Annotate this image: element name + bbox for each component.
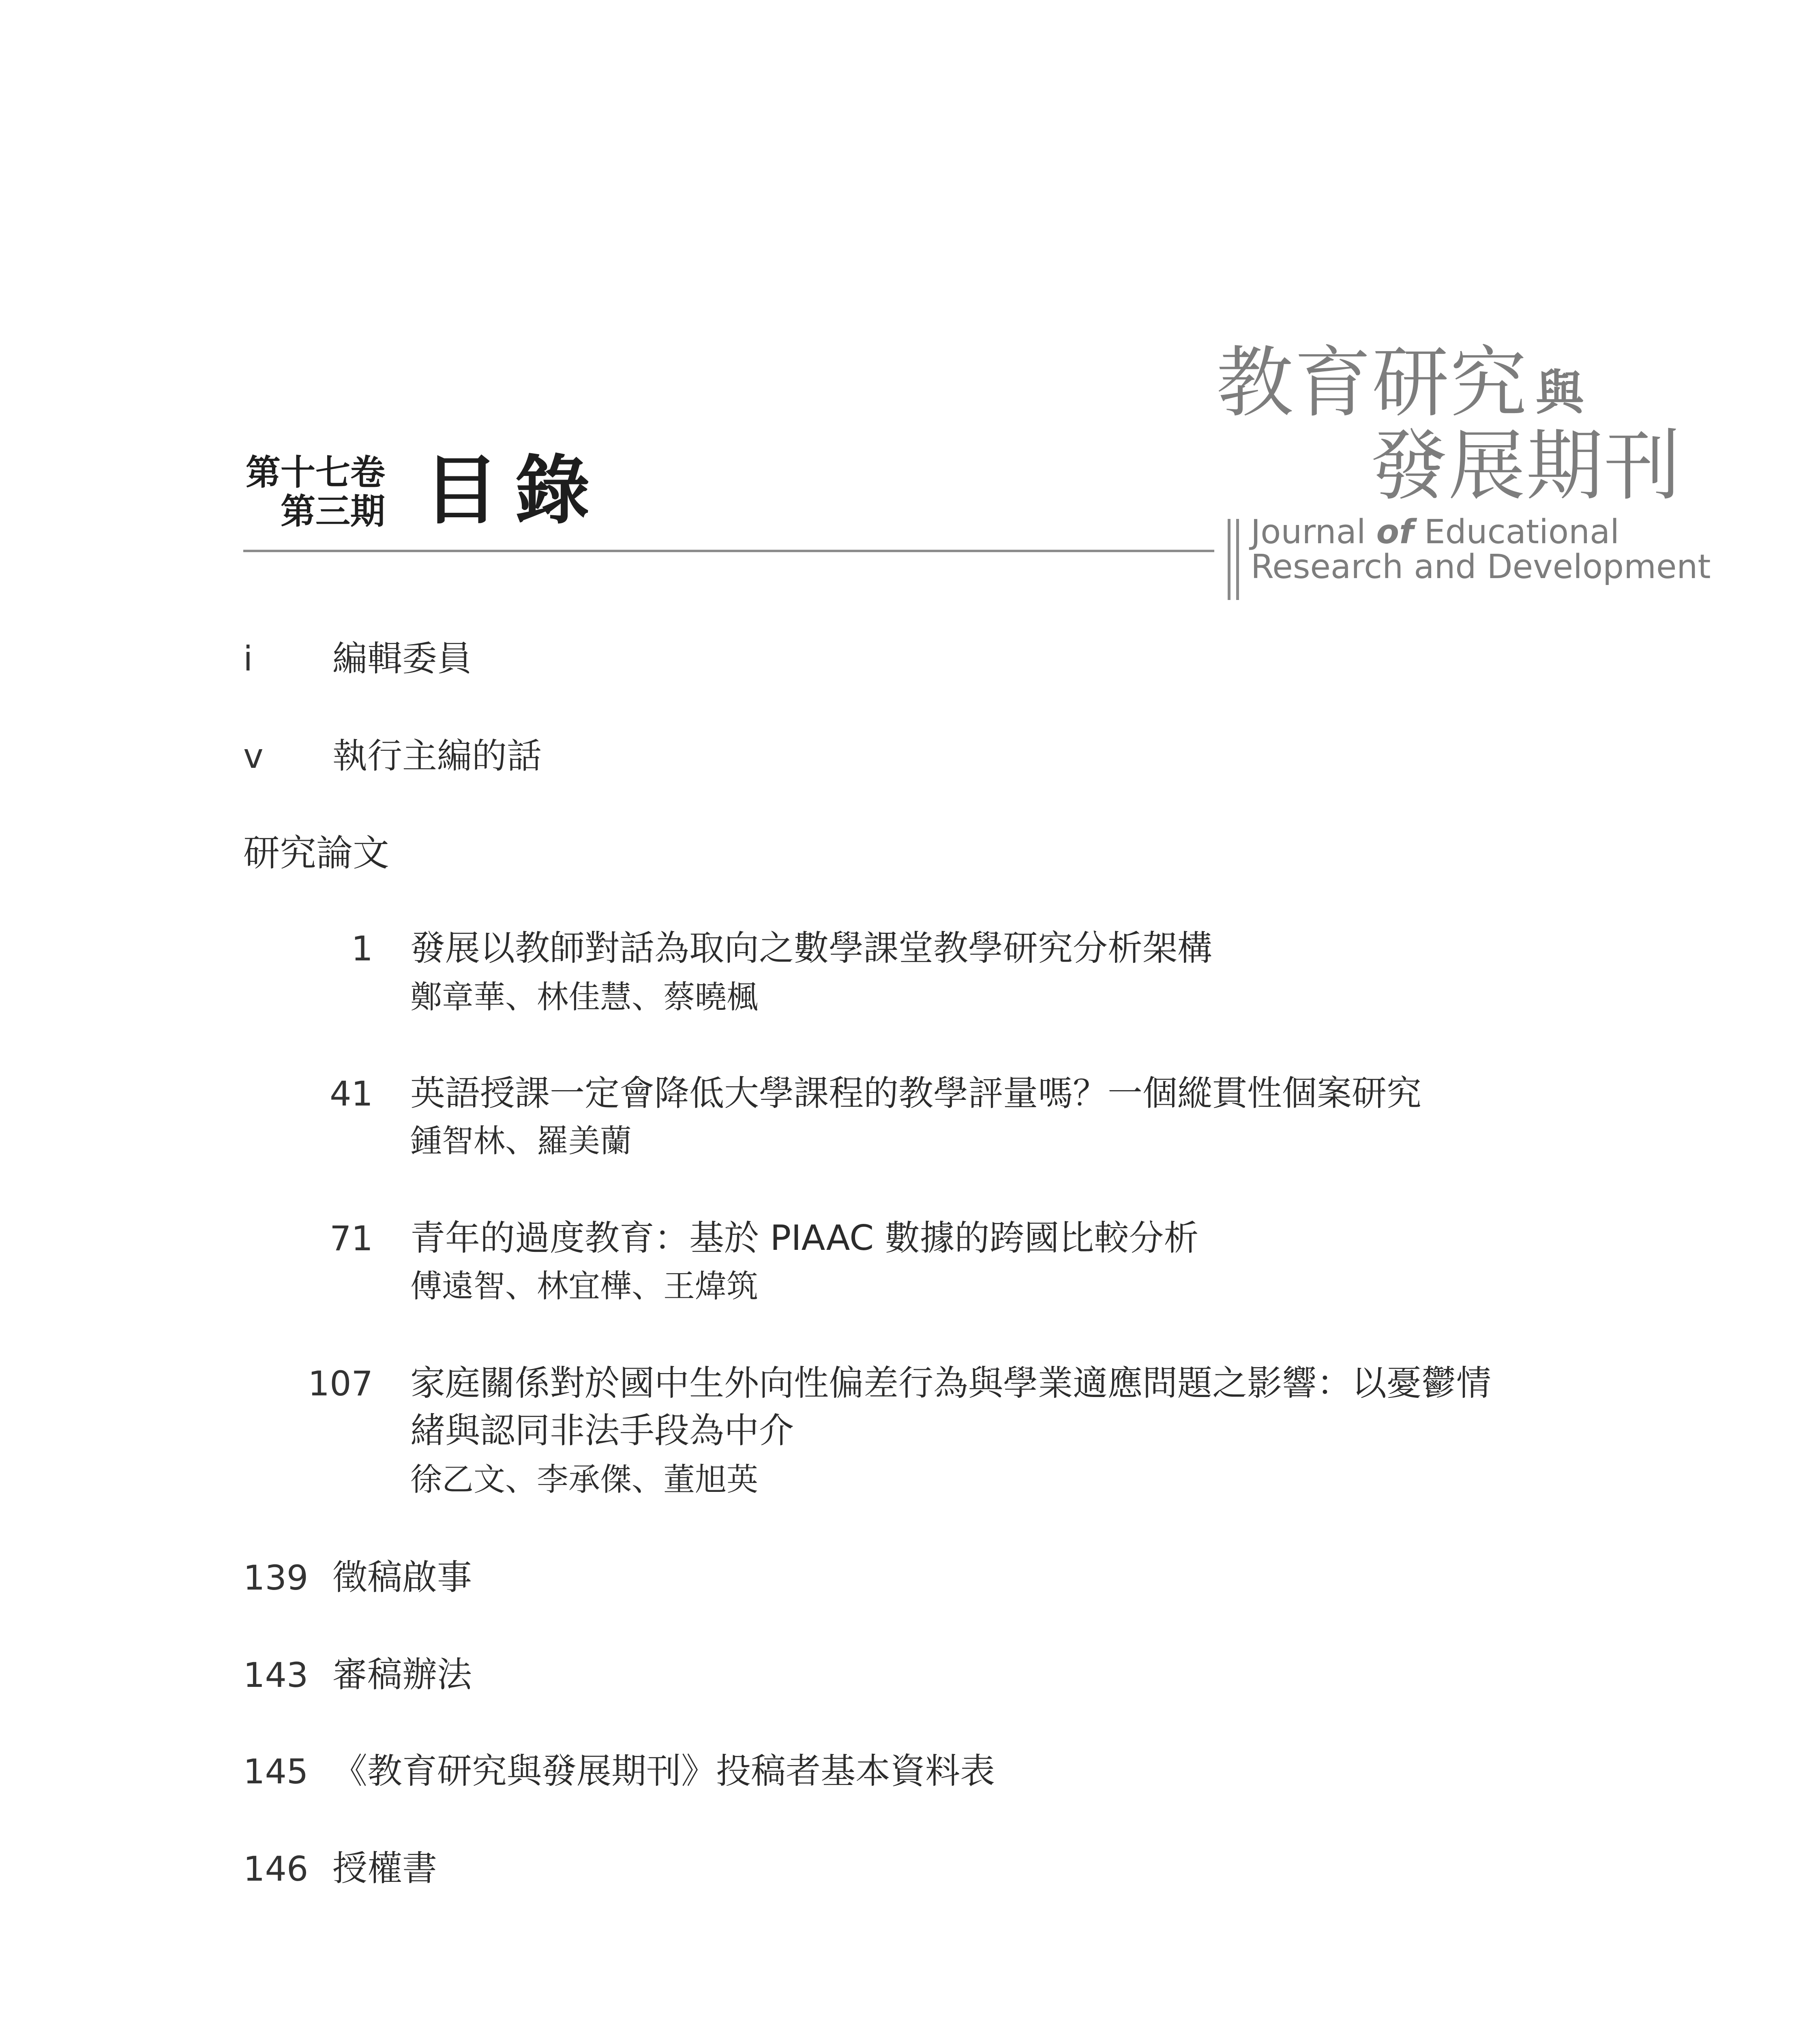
toc-page-number: 1 (351, 929, 373, 969)
toc-page-number: 107 (308, 1364, 373, 1403)
page-title: 目錄 (424, 447, 606, 534)
article-title[interactable]: 家庭關係對於國中生外向性偏差行為與學業適應問題之影響：以憂鬱情 (410, 1363, 1491, 1403)
toc-entry-author-form[interactable]: 《教育研究與發展期刊》投稿者基本資料表 (332, 1751, 995, 1791)
journal-english-line2: Research and Development (1251, 548, 1711, 586)
article-authors: 鄭章華、林佳慧、蔡曉楓 (410, 979, 759, 1016)
section-heading: 研究論文 (243, 832, 389, 874)
journal-logo-title (1216, 338, 1585, 428)
toc-entry-authorization[interactable]: 授權書 (332, 1848, 437, 1889)
issue-label: 第三期 (281, 491, 385, 532)
journal-english-line1: Journal of Educational (1251, 513, 1620, 551)
toc-entry-review-rules[interactable]: 審稿辦法 (332, 1654, 472, 1695)
toc-page-number: 145 (243, 1752, 309, 1791)
journal-title-yu: 與 (1536, 365, 1585, 421)
toc-page-number: i (243, 639, 253, 679)
header-divider (243, 550, 1214, 552)
article-title[interactable]: 發展以教師對話為取向之數學課堂教學研究分析架構 (410, 928, 1212, 969)
toc-page-number: 146 (243, 1849, 309, 1889)
article-title-cont[interactable]: 緒與認同非法手段為中介 (410, 1410, 794, 1451)
toc-entry-call-for-papers[interactable]: 徵稿啟事 (332, 1557, 472, 1598)
article-authors: 徐乙文、李承傑、董旭英 (410, 1461, 759, 1498)
journal-title-line1: 教育研究 (1216, 338, 1528, 428)
toc-page-number: 41 (330, 1074, 373, 1114)
article-authors: 傅遠智、林宜樺、王煒筑 (410, 1268, 759, 1305)
toc-page-number: 143 (243, 1655, 309, 1695)
article-authors: 鍾智林、羅美蘭 (410, 1123, 632, 1159)
toc-page-number: 139 (243, 1558, 309, 1598)
toc-page-number: 71 (330, 1219, 373, 1258)
toc-entry-editorial-board[interactable]: 編輯委員 (332, 639, 472, 679)
article-title[interactable]: 青年的過度教育：基於 PIAAC 數據的跨國比較分析 (410, 1218, 1199, 1258)
volume-label: 第十七卷 (246, 452, 385, 493)
journal-title-line2: 發展期刊 (1370, 421, 1682, 511)
article-title[interactable]: 英語授課一定會降低大學課程的教學評量嗎？一個縱貫性個案研究 (410, 1073, 1421, 1114)
toc-entry-editor-note[interactable]: 執行主編的話 (332, 736, 542, 776)
logo-bars-icon (1228, 519, 1239, 600)
toc-page-number: v (243, 736, 264, 776)
